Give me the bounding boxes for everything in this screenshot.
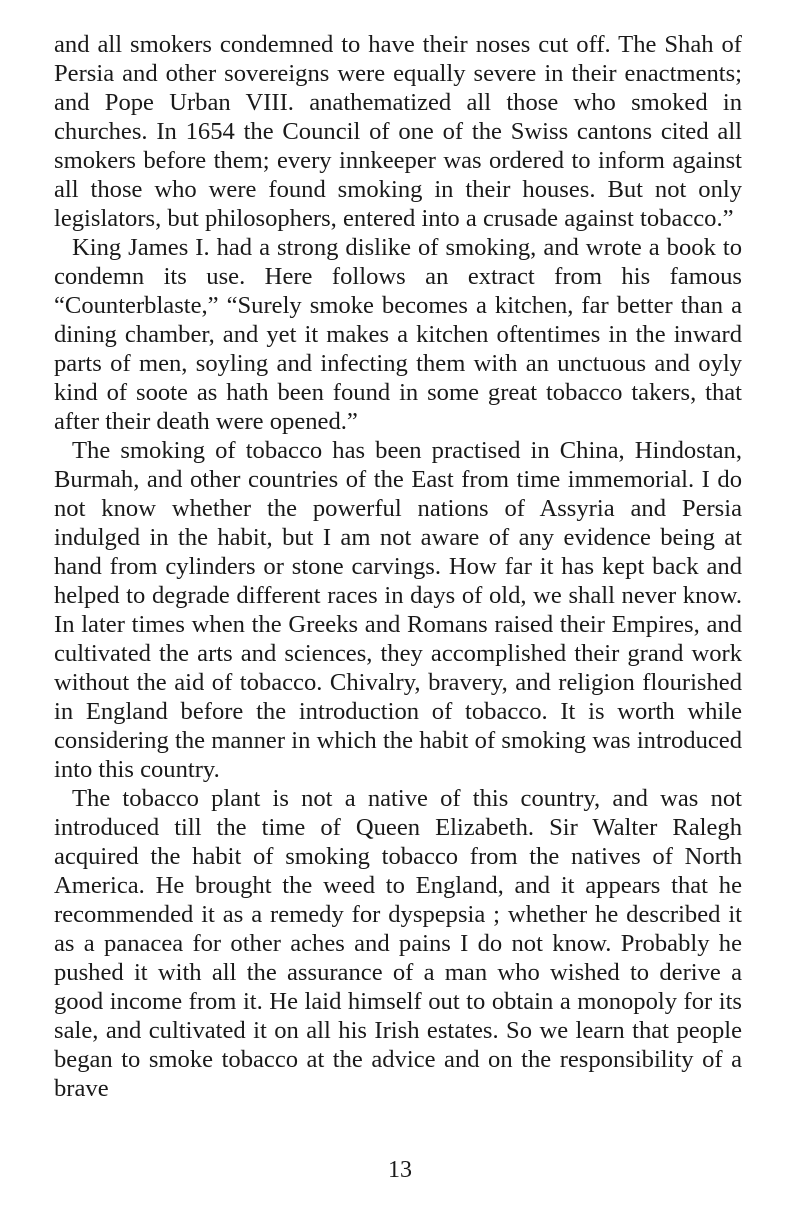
paragraph-4: The tobacco plant is not a native of this country, and was not introduced till the time of Queen Elizabeth. Sir Walter Ralegh acquired the habit of smoking tobacco from the natives of North America. He brought the weed to England, and it appears that he recommended it as a remedy for dyspepsia ; whether he described it as a panacea for other aches and pains I do not know. Probably he pushed it with all the assurance of a man who wished to derive a good income from it. He laid himself out to obtain a monopoly for its sale, and cultivated it on all his Irish estates. So we learn that people began to smoke tobacco at the advice and on the responsibility of a brave bbox=[54, 785, 742, 1102]
paragraph-2: King James I. had a strong dislike of smoking, and wrote a book to condemn its use. Here follows an extract from his famous “Counterblaste,” “Surely smoke becomes a kitchen, far better than a dining chamber, and yet it makes a kitchen oftentimes in the inward parts of men, soyling and infecting them with an unctuous and oyly kind of soote as hath been found in some great tobacco takers, that after their death were opened.” bbox=[54, 234, 742, 435]
paragraph-1: and all smokers condemned to have their noses cut off. The Shah of Persia and other sovereigns were equally severe in their enactments; and Pope Urban VIII. anathematized all those who smoked in churches. In 1654 the Council of one of the Swiss cantons cited all smokers before them; every innkeeper was ordered to inform against all those who were found smoking in their houses. But not only legislators, but philosophers, entered into a crusade against tobacco.” bbox=[54, 31, 742, 232]
page-number: 13 bbox=[388, 1157, 412, 1183]
page-body bbox=[54, 30, 742, 1103]
paragraph-3: The smoking of tobacco has been practised in China, Hindostan, Burmah, and other countries of the East from time immemorial. I do not know whether the powerful nations of Assyria and Persia indulged in the habit, but I am not aware of any evidence being at hand from cylinders or stone carvings. How far it has kept back and helped to degrade different races in days of old, we shall never know. In later times when the Greeks and Romans raised their Empires, and cultivated the arts and sciences, they accomplished their grand work without the aid of tobacco. Chivalry, bravery, and religion flourished in England before the introduction of tobacco. It is worth while considering the manner in which the habit of smoking was introduced into this country. bbox=[54, 437, 742, 783]
